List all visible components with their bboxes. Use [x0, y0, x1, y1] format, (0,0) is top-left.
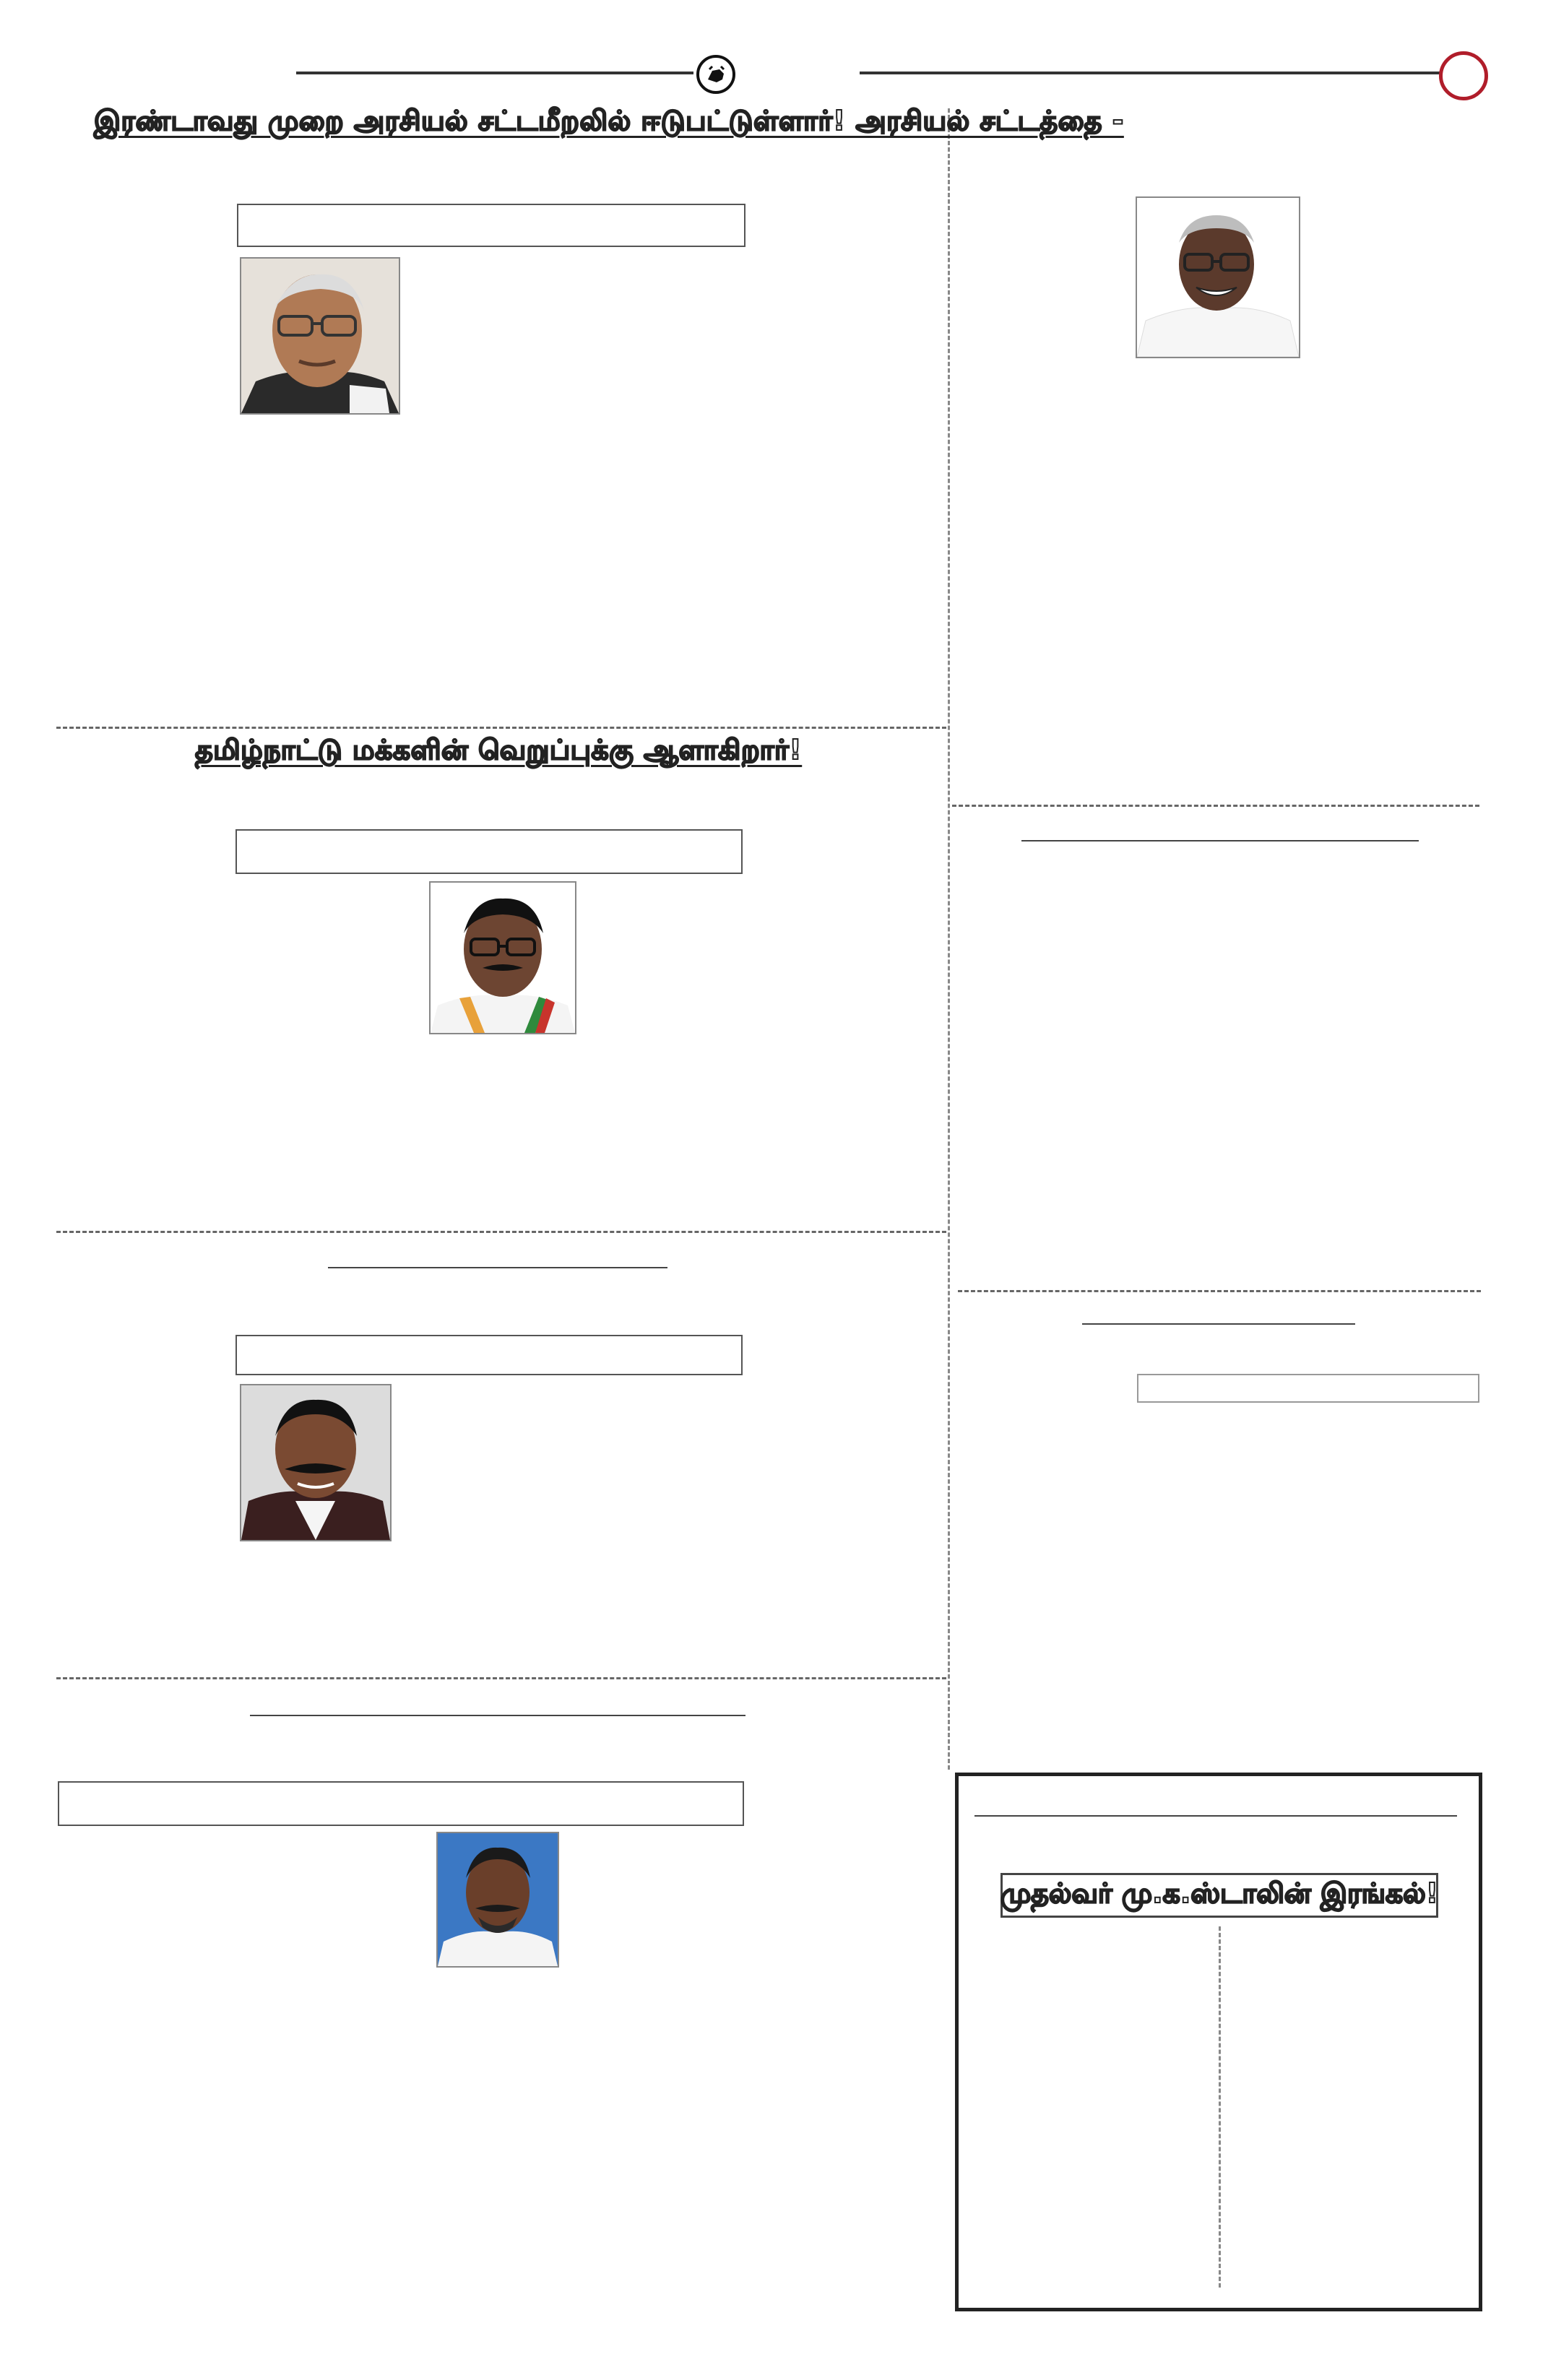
article-3-portrait	[240, 1384, 392, 1541]
article-2-portrait	[429, 881, 576, 1034]
portrait-man-blue-background	[438, 1833, 558, 1966]
article-divider-3	[56, 1677, 946, 1679]
column-divider	[948, 108, 950, 1770]
article-4-portrait	[436, 1832, 559, 1968]
article-3-headline-rule	[328, 1267, 667, 1268]
condolence-column-divider	[1219, 1926, 1221, 2288]
article-1-byline-box	[237, 204, 745, 247]
right-divider-2	[958, 1290, 1481, 1292]
article-1-portrait	[240, 257, 400, 415]
masthead-rule-right	[860, 72, 1445, 74]
article-7-byline-box	[1137, 1374, 1479, 1403]
masthead-rule-left	[296, 72, 693, 74]
portrait-man-glasses-mustache	[431, 883, 575, 1033]
portrait-man-black-shawl	[241, 1385, 390, 1540]
article-4-headline-rule	[250, 1715, 745, 1716]
article-7-headline-rule	[1082, 1323, 1355, 1325]
right-divider-1	[952, 805, 1479, 807]
red-circle-icon	[1439, 51, 1488, 100]
portrait-smiling-man-white-shirt	[1137, 198, 1299, 357]
article-6-headline-rule	[1021, 840, 1419, 841]
article-1-headline: இரண்டாவது முறை அரசியல் சட்டமீறலில் ஈடுபட்டுள்ளார்! அரசியல் சட்டத்தை -	[94, 105, 1124, 137]
article-divider-1	[56, 727, 946, 729]
article-divider-2	[56, 1231, 946, 1233]
article-2-byline-box	[235, 829, 743, 874]
article-2-headline: தமிழ்நாட்டு மக்களின் வெறுப்புக்கு ஆளாகிறார்!	[195, 734, 803, 766]
article-5-portrait	[1136, 196, 1300, 358]
condolence-box	[955, 1773, 1482, 2311]
portrait-elderly-man-glasses	[241, 259, 399, 413]
newspaper-emblem-icon	[696, 55, 735, 94]
article-3-byline-box	[235, 1335, 743, 1375]
condolence-title: முதல்வர் மு.க.ஸ்டாலின் இரங்கல்!	[1000, 1873, 1438, 1918]
article-4-byline-box	[58, 1781, 744, 1826]
condolence-headline-rule	[974, 1815, 1457, 1817]
bull-emblem-icon	[699, 58, 732, 91]
